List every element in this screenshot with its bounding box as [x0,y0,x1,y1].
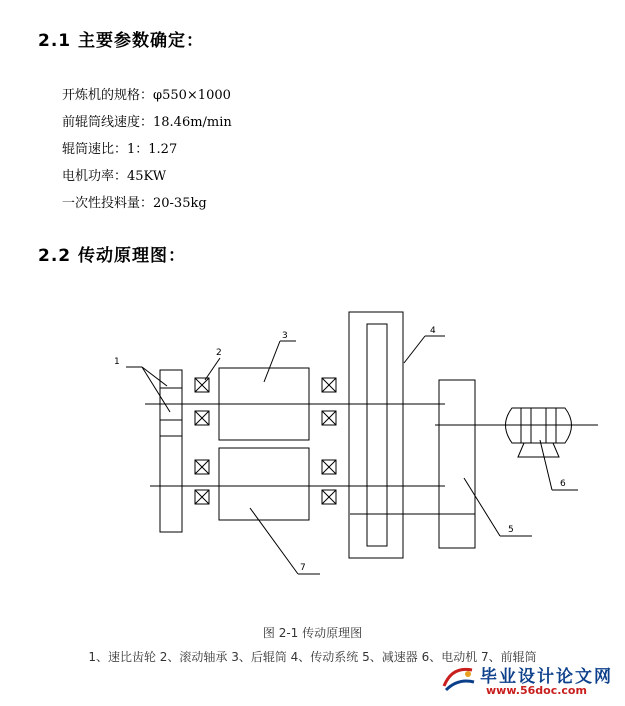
callout-5: 5 [508,525,514,535]
watermark-title: 毕业设计论文网 [480,667,613,687]
reducer [439,380,475,548]
watermark-logo [442,660,617,702]
section-heading-2-2: 2.2 传动原理图： [38,246,187,266]
parameter-list [62,82,232,217]
bearing-icon [195,378,336,504]
front-roll [219,448,309,520]
motor-icon [506,408,572,457]
param-batch-load: 一次性投料量：20-35kg [62,196,207,211]
transmission-system [349,312,403,558]
callout-4: 4 [430,326,436,336]
param-mill-spec: 开炼机的规格：φ550×1000 [62,88,231,103]
watermark-url: www.56doc.com [486,684,587,697]
logo-swirl-icon [442,664,476,694]
section-heading-2-1: 2.1 主要参数确定： [38,31,205,51]
param-motor-power: 电机功率：45KW [62,169,167,184]
transmission-diagram [0,300,625,590]
callout-7: 7 [300,563,306,573]
figure-legend: 1、速比齿轮 2、滚动轴承 3、后辊筒 4、传动系统 5、减速器 6、电动机 7、前辊筒 [88,650,537,664]
callout-6: 6 [560,479,566,489]
speed-ratio-gears [160,370,182,532]
callout-3: 3 [282,331,288,341]
param-front-roll-speed: 前辊筒线速度：18.46m/min [62,115,232,130]
leader-lines [126,336,578,574]
param-speed-ratio: 辊筒速比：1：1.27 [62,142,178,157]
figure-caption: 图 2-1 传动原理图 [262,626,363,640]
callout-1: 1 [114,357,120,367]
callout-2: 2 [216,348,222,358]
